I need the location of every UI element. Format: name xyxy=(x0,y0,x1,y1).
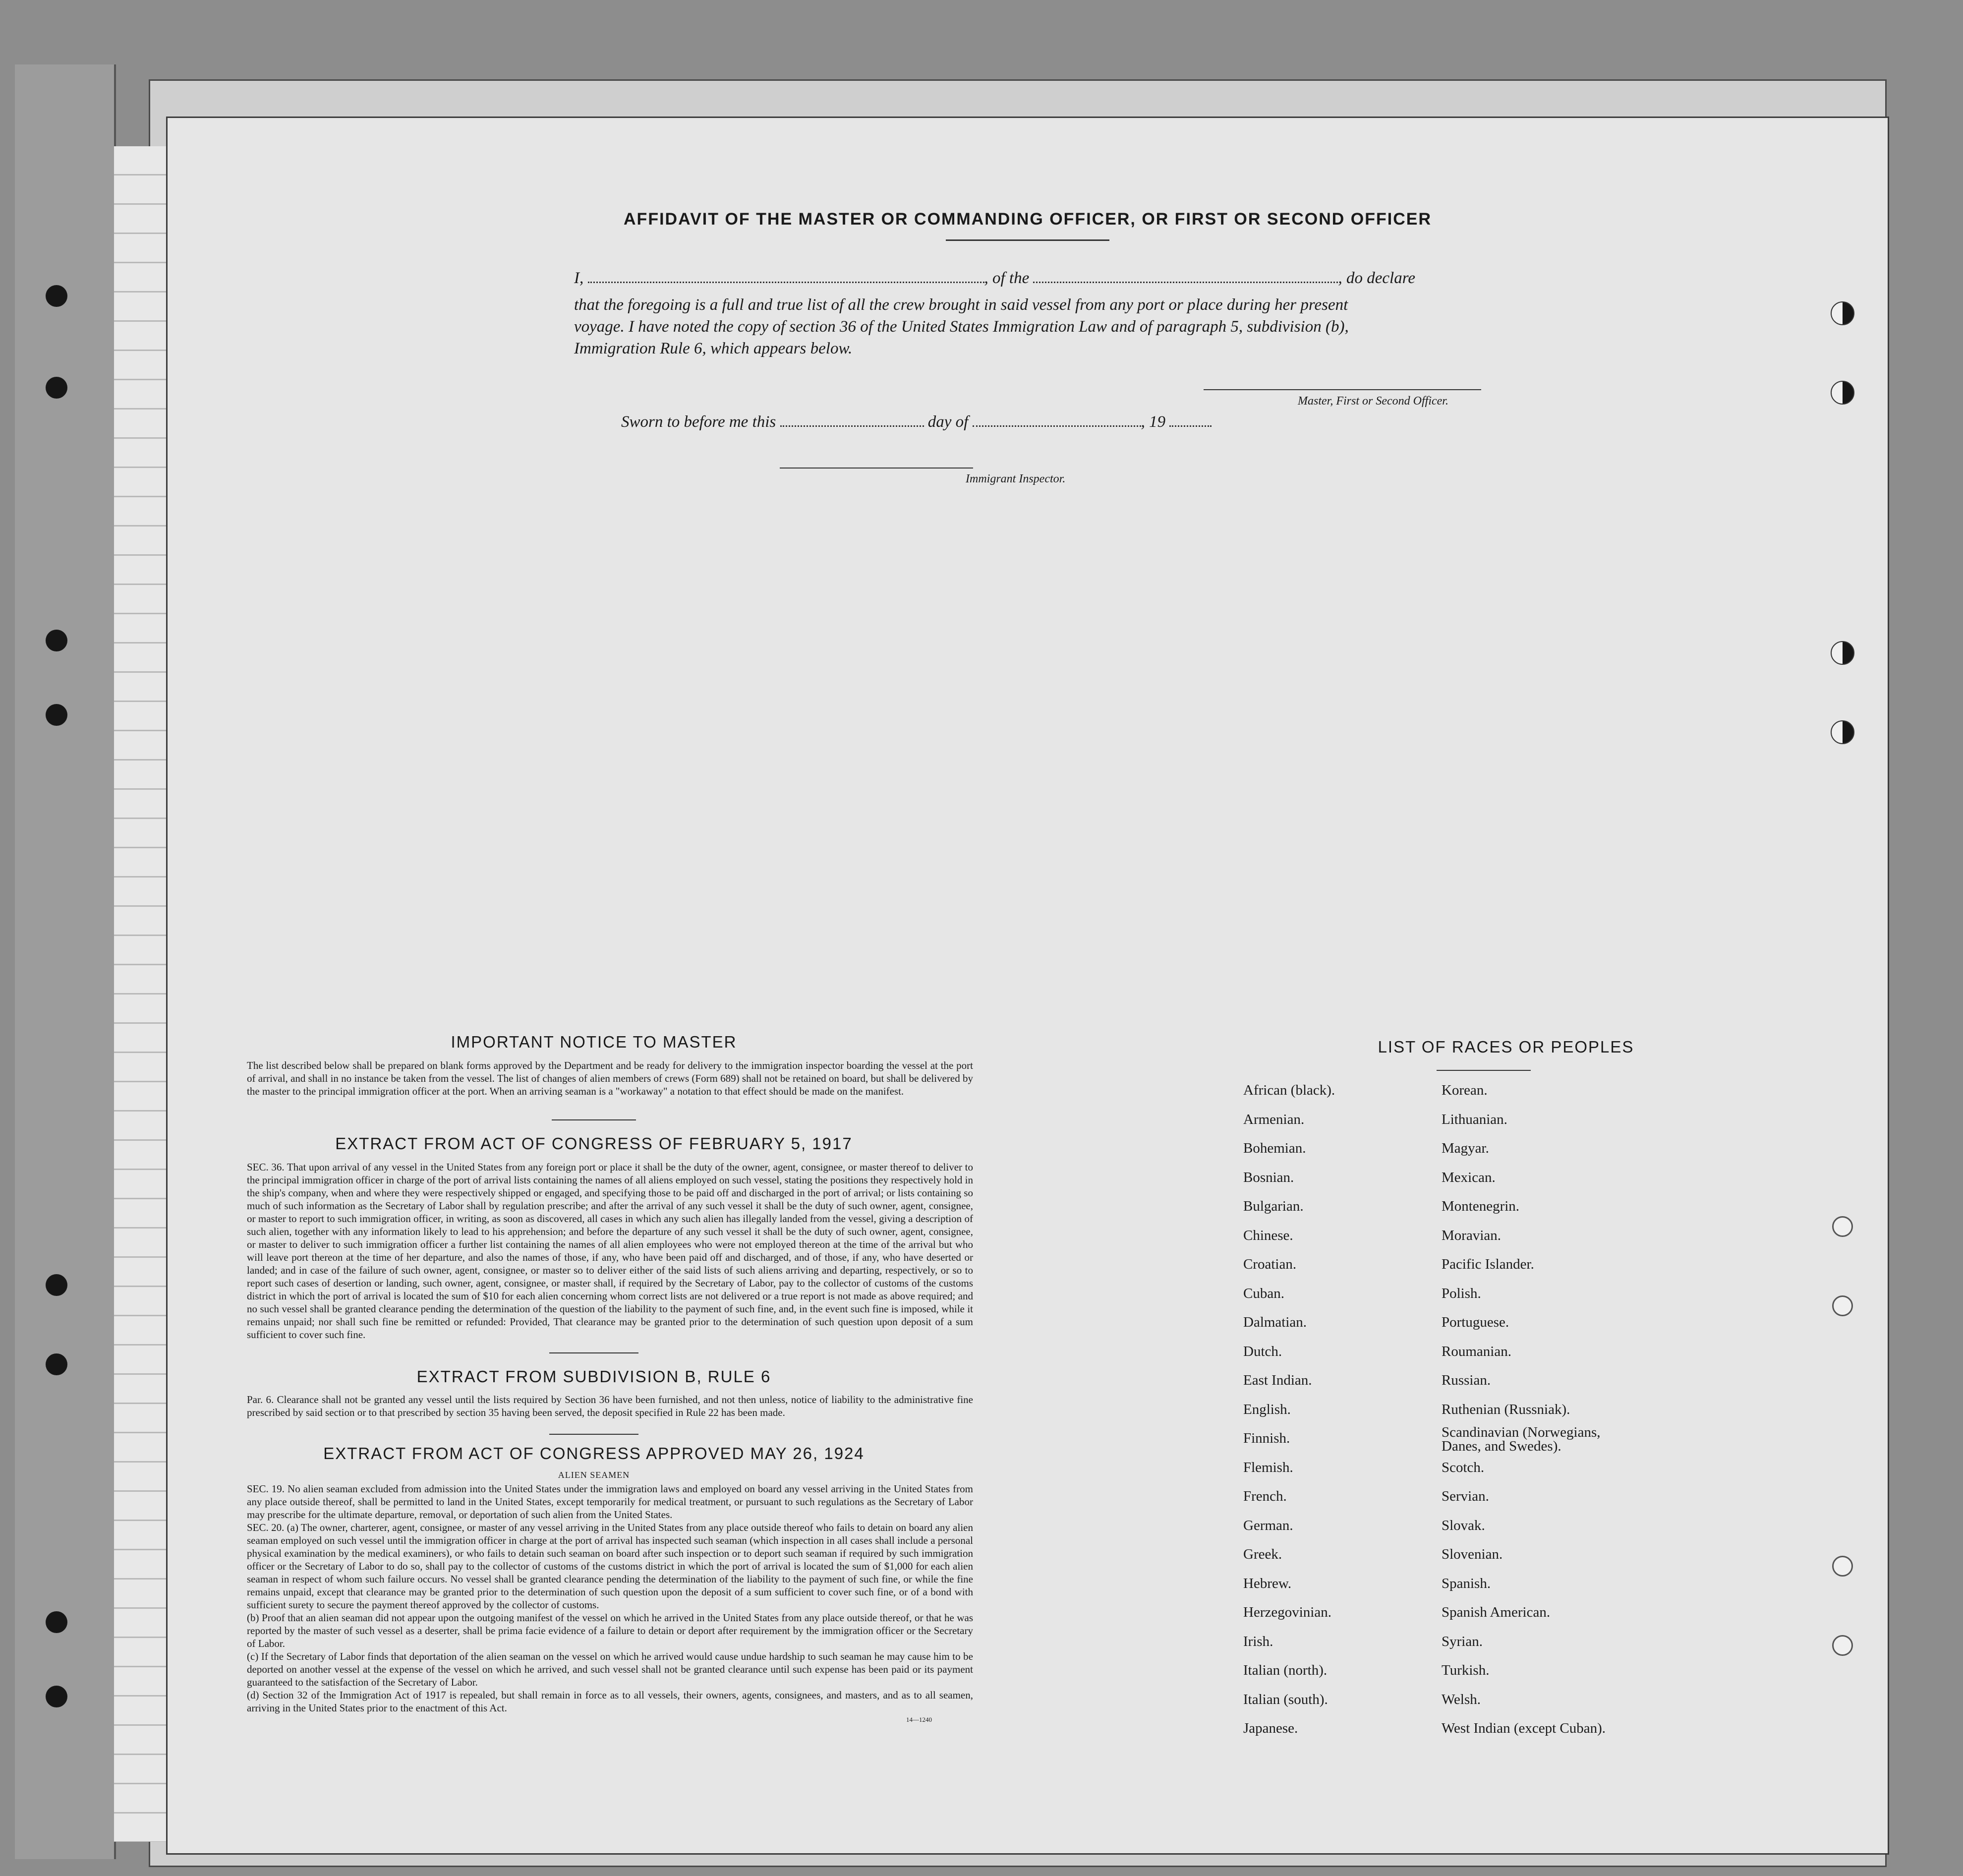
punch-hole-icon xyxy=(1832,1556,1853,1577)
race-item: French. xyxy=(1243,1488,1287,1504)
race-item: Polish. xyxy=(1442,1285,1481,1301)
punch-hole-icon xyxy=(1832,1216,1853,1237)
races-title-underline xyxy=(1437,1070,1531,1071)
punch-hole-icon xyxy=(46,377,67,399)
affidavit-body xyxy=(574,294,1694,359)
race-item: Irish. xyxy=(1243,1633,1273,1649)
master-signature-line[interactable] xyxy=(1204,389,1481,390)
race-item: West Indian (except Cuban). xyxy=(1442,1720,1606,1736)
extract-rule6-text: Par. 6. Clearance shall not be granted any vessel until the lists required by Section 36 have been furnished, and not then unless, notice of liability to the administrative fine prescribed by said section or to that prescribed by section 35 having been served, the deposit specified in Rule 22 has been made. xyxy=(247,1394,973,1418)
affidavit-body-line: Immigration Rule 6, which appears below. xyxy=(574,340,853,357)
race-item: Spanish American. xyxy=(1442,1604,1551,1620)
extract-1924-paragraph: (b) Proof that an alien seaman did not appear upon the outgoing manifest of the vessel on which he arrived in the United States from any place outside thereof, or that he was reported by the master of such vessel as a deserter, shall be prima facie evidence of a failure to detain or deport after requirement by the immigration officer or the Secretary of Labor. xyxy=(247,1612,973,1649)
race-item: Portuguese. xyxy=(1442,1314,1509,1330)
declaration-suffix: , do declare xyxy=(1338,269,1415,287)
affidavit-declaration-line xyxy=(574,269,1694,288)
punch-hole-icon xyxy=(1831,381,1854,405)
affidavit-body-line: voyage. I have noted the copy of section 36 of the United States Immigration Law and of paragraph 5, subdivision (b), xyxy=(574,318,1349,336)
sworn-year-label: , 19 xyxy=(1141,413,1166,431)
notice-title: IMPORTANT NOTICE TO MASTER xyxy=(451,1033,737,1051)
sworn-year-field[interactable] xyxy=(1169,414,1212,427)
race-item: German. xyxy=(1243,1517,1293,1533)
races-left-column xyxy=(1243,1082,1432,1736)
race-item: Bohemian. xyxy=(1243,1140,1306,1156)
race-item: Spanish. xyxy=(1442,1575,1491,1591)
section-divider xyxy=(552,1119,636,1120)
race-item: Italian (south). xyxy=(1243,1691,1328,1707)
inspector-caption: Immigrant Inspector. xyxy=(966,472,1066,485)
extract-1924-subtitle: ALIEN SEAMEN xyxy=(558,1470,630,1480)
race-item: Italian (north). xyxy=(1243,1662,1328,1678)
punch-hole-icon xyxy=(46,1686,67,1707)
notice-text: The list described below shall be prepared on blank forms approved by the Department and be ready for delivery to the immigration inspector boarding the vessel at the port of arrival, and shall in no instance be taken from the vessel. The list of changes of alien members of crews (Form 689) shall not be retained on board, but shall be delivered by the master to the principal immigration officer at the port. When an arriving seaman is a "workaway" a notation to that effect should be made on the manifest. xyxy=(247,1059,973,1097)
punch-hole-icon xyxy=(46,704,67,726)
extract-1924-paragraph: (d) Section 32 of the Immigration Act of 1917 is repealed, but shall remain in force as to all vessels, their owners, agents, consignees, and masters, and as to all seamen, arriving in the United States prior to the enactment of this Act. xyxy=(247,1689,973,1714)
punch-hole-icon xyxy=(1831,301,1854,325)
extract-1917-text: SEC. 36. That upon arrival of any vessel in the United States from any foreign port or place it shall be the duty of the owner, agent, consignee, or master thereof to deliver to the principal immigration officer in charge of the port of arrival lists containing the names of all aliens employed on such vessel, stating the positions they respectively hold in the ship's company, when and where they were respectively shipped or engaged, and specifying those to be paid off and discharged in the port of arrival; or lists containing so much of such information as the Secretary of Labor shall by regulation prescribe; and after the arrival of any such vessel it shall be the duty of such owner, agent, consignee, or master to report to such immigration officer, in writing, as soon as discovered, all cases in which any such alien has illegally landed from the vessel, giving a description of such alien, together with any information likely to lead to his apprehension; and before the departure of any such vessel it shall be the duty of such owner, agent, consignee, or master to deliver to such immigration officer a further list containing the names of all alien employees who were not employed thereon at the time of the arrival but who will leave port thereon at the time of her departure, and also the names of those, if any, who have been paid off and discharged, and of those, if any, who have deserted or landed; and in case of the failure of such owner, agent, consignee, or master so to deliver either of the said lists of such aliens arriving and departing, respectively, or so to report such cases of desertion or landing, such owner, agent, consignee, or master shall, if required by the Secretary of Labor, pay to the collector of customs of the customs district in which the port of arrival is located the sum of $10 for each alien concerning whom correct lists are not delivered or a true report is not made as above required; and no such vessel shall be granted clearance pending the determination of the question of the liability to the payment of such fine, and, in the event such fine is imposed, while it remains unpaid; nor shall such fine be remitted or refunded: Provided, That clearance may be granted prior to the determination of such question upon deposit of a sum sufficient to cover such fine. xyxy=(247,1161,973,1341)
races-title: LIST OF RACES OR PEOPLES xyxy=(1378,1038,1634,1056)
title-underline xyxy=(946,239,1109,241)
race-item: Montenegrin. xyxy=(1442,1198,1520,1214)
race-item: Chinese. xyxy=(1243,1227,1293,1243)
sworn-day-field[interactable] xyxy=(780,414,924,427)
race-item: Herzegovinian. xyxy=(1243,1604,1331,1620)
sworn-prefix: Sworn to before me this xyxy=(621,413,776,431)
extract-rule6-title: EXTRACT FROM SUBDIVISION B, RULE 6 xyxy=(416,1367,771,1386)
declaration-prefix: I, xyxy=(574,269,584,287)
affidavit-title: AFFIDAVIT OF THE MASTER OR COMMANDING OFFICER, OR FIRST OR SECOND OFFICER xyxy=(624,210,1432,229)
race-item: Dalmatian. xyxy=(1243,1314,1307,1330)
punch-hole-icon xyxy=(1831,720,1854,744)
race-item: Magyar. xyxy=(1442,1140,1489,1156)
race-item: Servian. xyxy=(1442,1488,1489,1504)
race-item: Syrian. xyxy=(1442,1633,1483,1649)
race-item: Armenian. xyxy=(1243,1111,1305,1127)
race-item: Croatian. xyxy=(1243,1256,1297,1272)
punch-hole-icon xyxy=(46,1611,67,1633)
punch-hole-icon xyxy=(1831,641,1854,665)
race-item: Slovenian. xyxy=(1442,1546,1503,1562)
master-caption: Master, First or Second Officer. xyxy=(1298,395,1448,408)
section-divider xyxy=(549,1434,638,1435)
race-item: Flemish. xyxy=(1243,1459,1293,1475)
race-item: English. xyxy=(1243,1401,1291,1417)
manifest-page xyxy=(166,117,1889,1855)
extract-1924-body xyxy=(247,1482,973,1714)
sworn-month-field[interactable] xyxy=(973,414,1141,427)
extract-1924-paragraph: (c) If the Secretary of Labor finds that deportation of the alien seaman on the vessel on which he arrived would cause undue hardship to such seaman he may cause him to be deported on another vessel at the expense of the vessel on which he arrived, and such vessel shall not be granted clearance until such expense has been paid or its payment guaranteed to the satisfaction of the Secretary of Labor. xyxy=(247,1650,973,1688)
binder-spine xyxy=(15,64,116,1859)
race-item: African (black). xyxy=(1243,1082,1335,1098)
race-item: Russian. xyxy=(1442,1372,1491,1388)
vessel-name-field[interactable] xyxy=(1033,271,1338,283)
race-item: Lithuanian. xyxy=(1442,1111,1507,1127)
affidavit-body-line: that the foregoing is a full and true list of all the crew brought in said vessel from any port or place during her present xyxy=(574,296,1348,314)
race-item: Hebrew. xyxy=(1243,1575,1292,1591)
race-item: Cuban. xyxy=(1243,1285,1284,1301)
punch-hole-icon xyxy=(1832,1635,1853,1656)
sworn-line xyxy=(621,413,1212,431)
race-item: Bulgarian. xyxy=(1243,1198,1304,1214)
race-item: Welsh. xyxy=(1442,1691,1481,1707)
race-item: Moravian. xyxy=(1442,1227,1501,1243)
race-item: Scandinavian (Norwegians, Danes, and Swedes). xyxy=(1442,1424,1601,1454)
section-divider xyxy=(549,1352,638,1353)
inspector-signature-line[interactable] xyxy=(780,468,973,469)
race-item: Japanese. xyxy=(1243,1720,1298,1736)
race-item: Korean. xyxy=(1442,1082,1488,1098)
declaration-mid: , of the xyxy=(984,269,1030,287)
race-item: Ruthenian (Russniak). xyxy=(1442,1401,1570,1417)
form-number: 14—1240 xyxy=(906,1716,932,1723)
race-item: Scotch. xyxy=(1442,1459,1485,1475)
punch-hole-icon xyxy=(46,285,67,307)
punch-hole-icon xyxy=(1832,1295,1853,1316)
punch-hole-icon xyxy=(46,1353,67,1375)
officer-name-field[interactable] xyxy=(588,271,984,283)
race-item: Turkish. xyxy=(1442,1662,1490,1678)
race-item: Roumanian. xyxy=(1442,1343,1511,1359)
extract-1924-title: EXTRACT FROM ACT OF CONGRESS APPROVED MAY 26, 1924 xyxy=(323,1444,865,1463)
race-item: Pacific Islander. xyxy=(1442,1256,1534,1272)
race-item: Finnish. xyxy=(1243,1430,1290,1446)
race-item: Mexican. xyxy=(1442,1169,1496,1185)
extract-1924-paragraph: SEC. 19. No alien seaman excluded from admission into the United States under the immigration laws and employed on board any vessel arriving in the United States from any place outside thereof, shall be permitted to land in the United States, except temporarily for medical treatment, or pursuant to such regulations as the Secretary of Labor may prescribe for the ultimate departure, removal, or deportation of such alien from the United States. xyxy=(247,1483,973,1521)
extract-1924-paragraph: SEC. 20. (a) The owner, charterer, agent, consignee, or master of any vessel arriving in the United States from any place outside thereof who fails to detain on board any alien seaman employed on such vessel until the immigration officer in charge at the port of arrival has inspected such seaman (which inspection in all cases shall include a personal physical examination by the medical examiners), or who fails to detain such seaman on board after such inspection or to deport such seaman if required by such immigration officer or the Secretary of Labor to do so, shall pay to the collector of customs of the customs district in which the port of arrival is located the sum of $1,000 for each alien seaman in respect of whom such failure occurs. No vessel shall be granted clearance pending the determination of the liability to the payment of such fine, or while the fine remains unpaid, except that clearance may be granted prior to the determination of such question upon the deposit of a sum sufficient to cover such fine, or of a bond with sufficient surety to secure the payment thereof approved by the collector of customs. xyxy=(247,1522,973,1611)
punch-hole-icon xyxy=(46,630,67,651)
extract-1917-title: EXTRACT FROM ACT OF CONGRESS OF FEBRUARY 5, 1917 xyxy=(335,1134,853,1153)
race-item: Slovak. xyxy=(1442,1517,1485,1533)
race-item: Bosnian. xyxy=(1243,1169,1294,1185)
race-item: Greek. xyxy=(1243,1546,1282,1562)
sworn-day-label: day of xyxy=(927,413,969,431)
race-item: Dutch. xyxy=(1243,1343,1282,1359)
race-item: East Indian. xyxy=(1243,1372,1312,1388)
races-right-column xyxy=(1442,1082,1650,1736)
punch-hole-icon xyxy=(46,1274,67,1296)
